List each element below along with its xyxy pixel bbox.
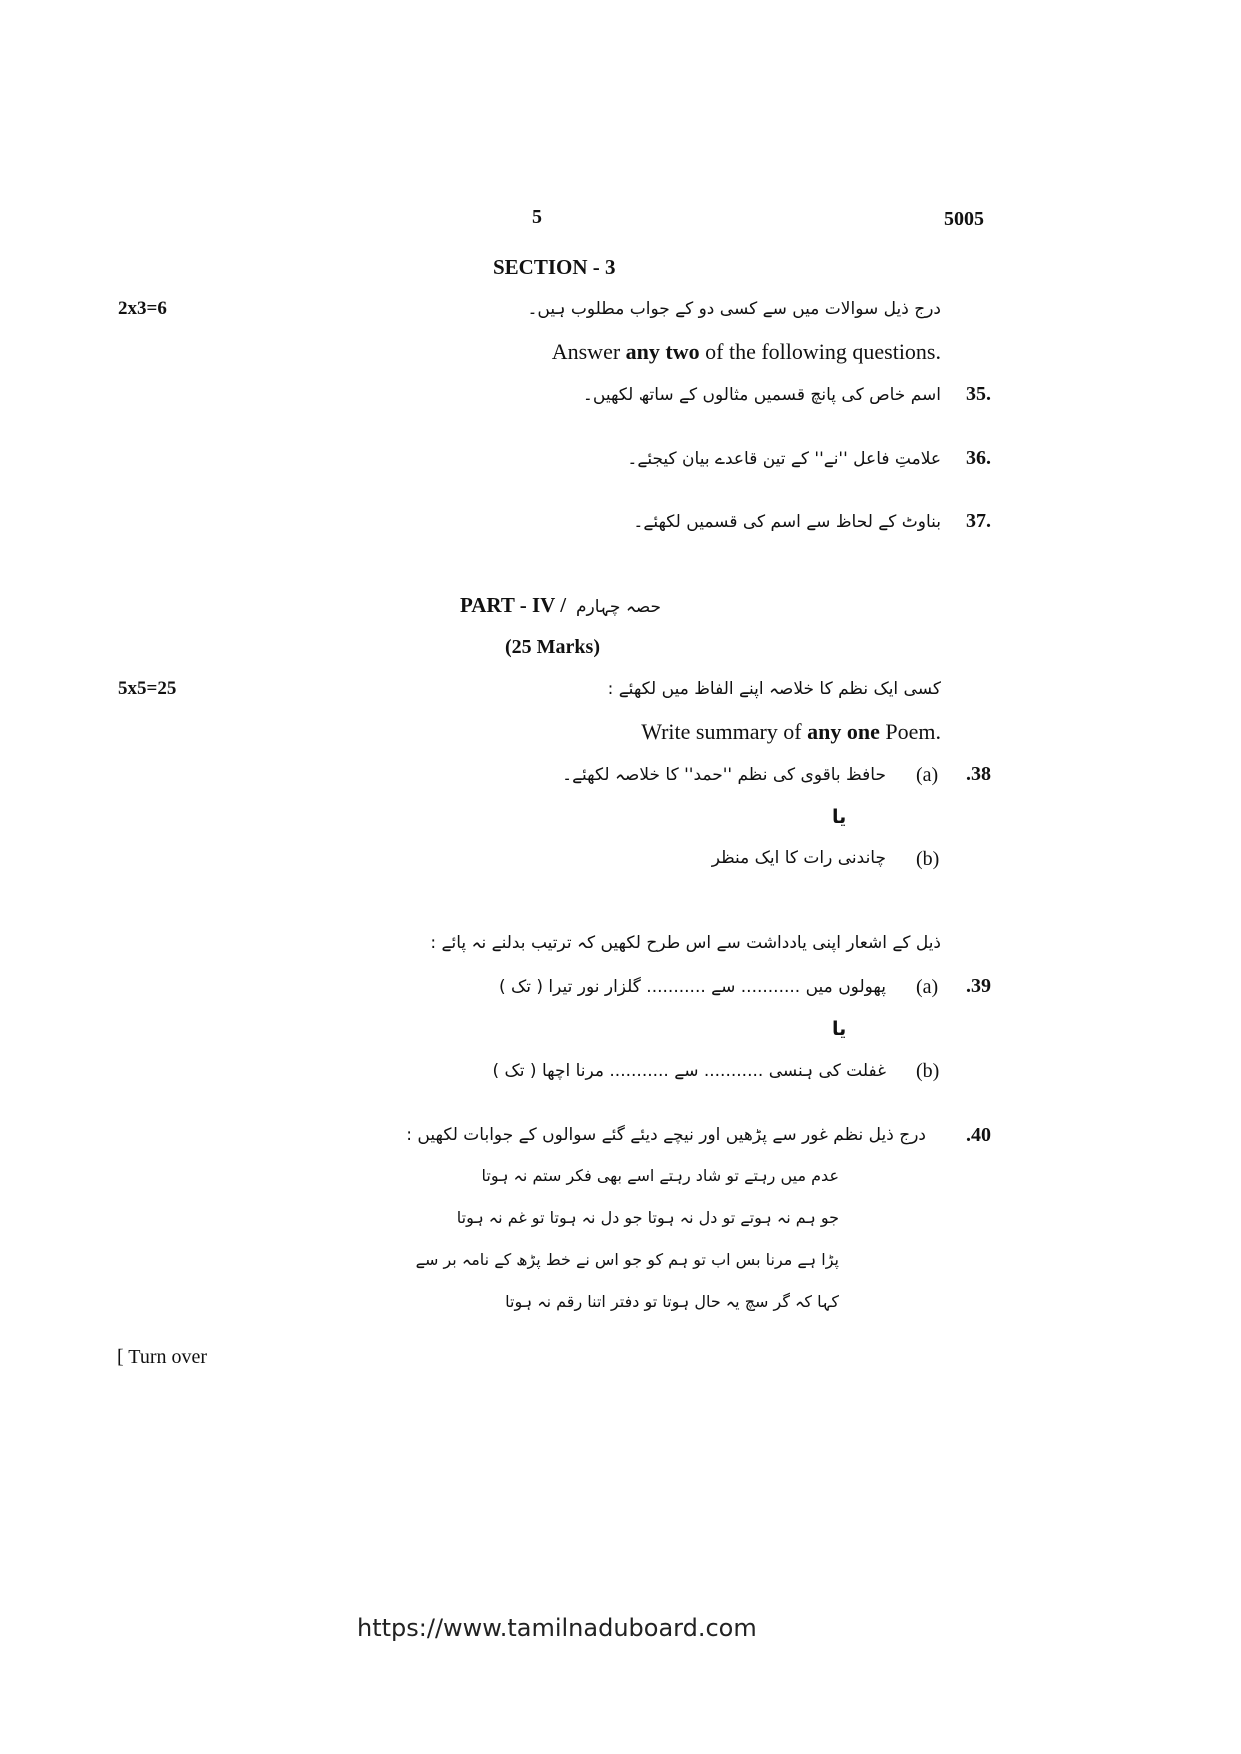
question-39b-text: غفلت کی ہنسی ........... سے ........... مرنا اچھا ( تک )	[492, 1061, 886, 1081]
section3-instruction-urdu: درج ذیل سوالات میں سے کسی دو کے جواب مطلوب ہیں۔	[527, 299, 941, 319]
option-label: (b)	[916, 848, 940, 870]
or-separator: یا	[832, 806, 847, 828]
option-label: (a)	[916, 976, 939, 998]
paper-code: 5005	[944, 208, 984, 230]
option-label: (b)	[916, 1060, 940, 1082]
option-label: (a)	[916, 764, 939, 786]
section-title: SECTION - 3	[493, 255, 616, 279]
part-title: PART - IV / حصہ چہارم	[460, 593, 662, 617]
turn-over-note: [ Turn over	[117, 1346, 208, 1368]
question-number: 36.	[966, 447, 991, 469]
part4-marks: 5x5=25	[118, 678, 177, 699]
or-separator: یا	[832, 1018, 847, 1040]
question-38a-text: حافظ باقوی کی نظم ''حمد'' کا خلاصہ لکھئے۔	[562, 765, 886, 785]
poem-line: پڑا ہے مرنا بس اب تو ہم کو جو اس نے خط پڑھ کے نامہ بر سے	[415, 1250, 839, 1269]
website-url[interactable]: https://www.tamilnaduboard.com	[357, 1614, 757, 1642]
question-number: .38	[966, 763, 991, 785]
question-39a-text: پھولوں میں ........... سے ........... گلزار نور تیرا ( تک )	[498, 977, 886, 997]
question-39-instruction: ذیل کے اشعار اپنی یادداشت سے اس طرح لکھیں کہ ترتیب بدلنے نہ پائے :	[430, 933, 941, 953]
poem-line: کہا کہ گر سچ یہ حال ہوتا تو دفتر اتنا رقم نہ ہوتا	[505, 1292, 839, 1311]
section3-marks: 2x3=6	[118, 298, 167, 319]
poem-line: عدم میں رہتے تو شاد رہتے اسے بھی فکر ستم نہ ہوتا	[481, 1166, 839, 1185]
poem-line: جو ہم نہ ہوتے تو دل نہ ہوتا جو دل نہ ہوتا تو غم نہ ہوتا	[456, 1208, 839, 1227]
question-number: .40	[966, 1124, 991, 1146]
question-37-text: بناوٹ کے لحاظ سے اسم کی قسمیں لکھئے۔	[633, 512, 941, 532]
section3-instruction-english: Answer any two of the following questions.	[551, 339, 941, 364]
page-number: 5	[532, 206, 542, 228]
question-35-text: اسم خاص کی پانچ قسمیں مثالوں کے ساتھ لکھیں۔	[582, 385, 941, 405]
part4-instruction-english: Write summary of any one Poem.	[641, 719, 941, 744]
question-36-text: علامتِ فاعل ''نے'' کے تین قاعدے بیان کیجئے۔	[627, 449, 941, 469]
question-number: .39	[966, 975, 991, 997]
part-total-marks: (25 Marks)	[505, 636, 600, 658]
part4-instruction-urdu: کسی ایک نظم کا خلاصہ اپنے الفاظ میں لکھئے :	[607, 679, 941, 699]
question-38b-text: چاندنی رات کا ایک منظر	[711, 848, 886, 868]
question-40-instruction: درج ذیل نظم غور سے پڑھیں اور نیچے دیئے گئے سوالوں کے جوابات لکھیں :	[406, 1125, 926, 1145]
question-number: 37.	[966, 510, 991, 532]
question-number: 35.	[966, 383, 991, 405]
